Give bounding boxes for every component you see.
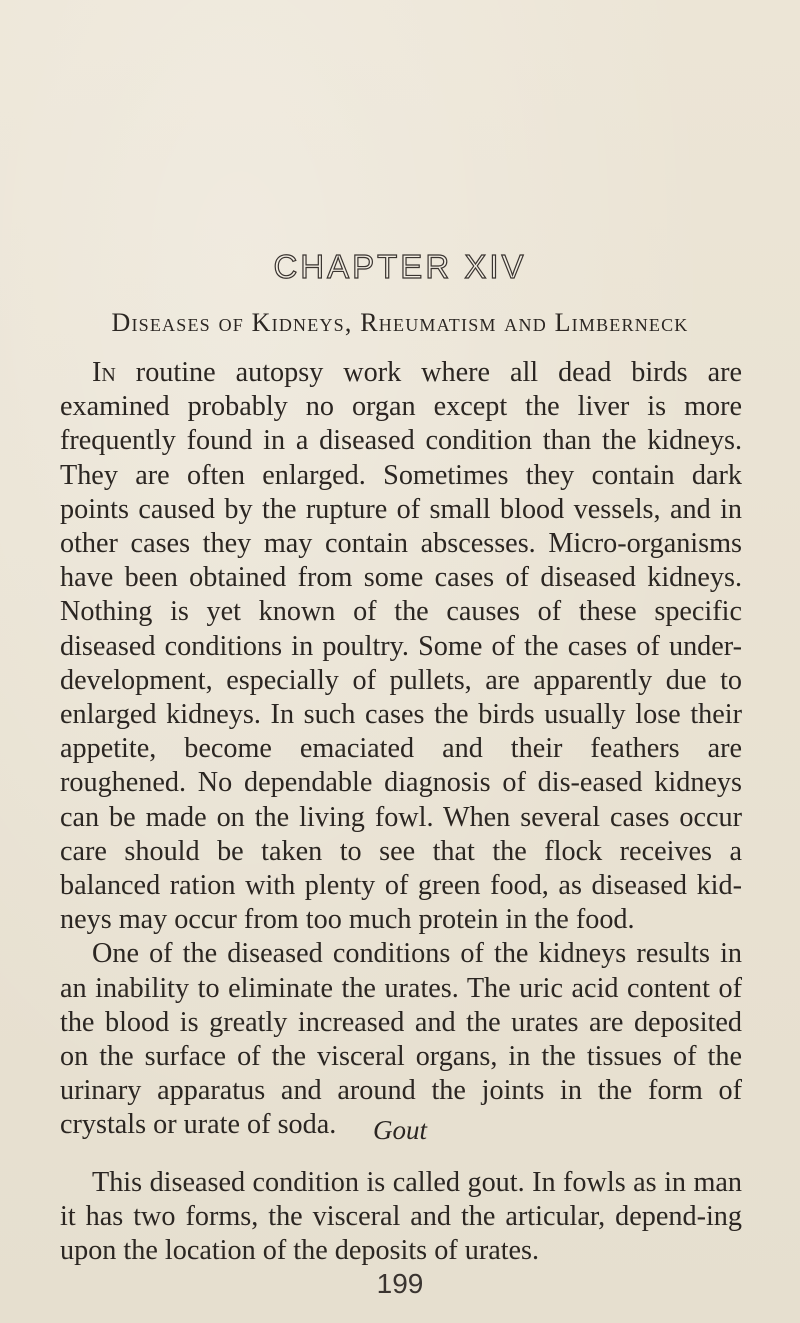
paragraph-1 [60,356,742,937]
paragraph-lead-word: In [92,357,116,388]
section-body [60,1166,742,1269]
chapter-title: CHAPTER XIV [273,248,527,285]
chapter-body [60,356,742,1143]
chapter-subtitle: Diseases of Kidneys, Rheumatism and Limberneck [111,308,689,337]
page-number: 199 [376,1268,424,1299]
paragraph-1-text: routine autopsy work where all dead birds are examined probably no organ except the liver is more frequently found in a diseased condition than the kidneys. They are often enlarged. Sometimes they contain dark points caused by the rupture of small blood vessels, and in other cases they may contain abscesses. Micro-organisms have been obtained from some cases of diseased kidneys. Nothing is yet known of the causes of these specific diseased conditions in poultry. Some of the cases of under-development, especially of pullets, are apparently due to enlarged kidneys. In such cases the birds usually lose their appetite, become emaciated and their feathers are roughened. No dependable diagnosis of dis-eased kidneys can be made on the living fowl. When several cases occur care should be taken to see that the flock receives a balanced ration with plenty of green food, as diseased kid-neys may occur from too much protein in the food. [60,357,742,936]
paragraph-2: One of the diseased conditions of the kidneys results in an inability to eliminate the urates. The uric acid content of the blood is greatly increased and the urates are deposited on the surface of the visceral organs, in the tissues of the urinary apparatus and around the joints in the form of crystals or urate of soda. [60,938,742,1141]
section-heading: Gout [373,1115,427,1145]
section-paragraph: This diseased condition is called gout. In fowls as in man it has two forms, the visceral and the articular, depend-ing upon the location of the deposits of urates. [60,1167,742,1267]
